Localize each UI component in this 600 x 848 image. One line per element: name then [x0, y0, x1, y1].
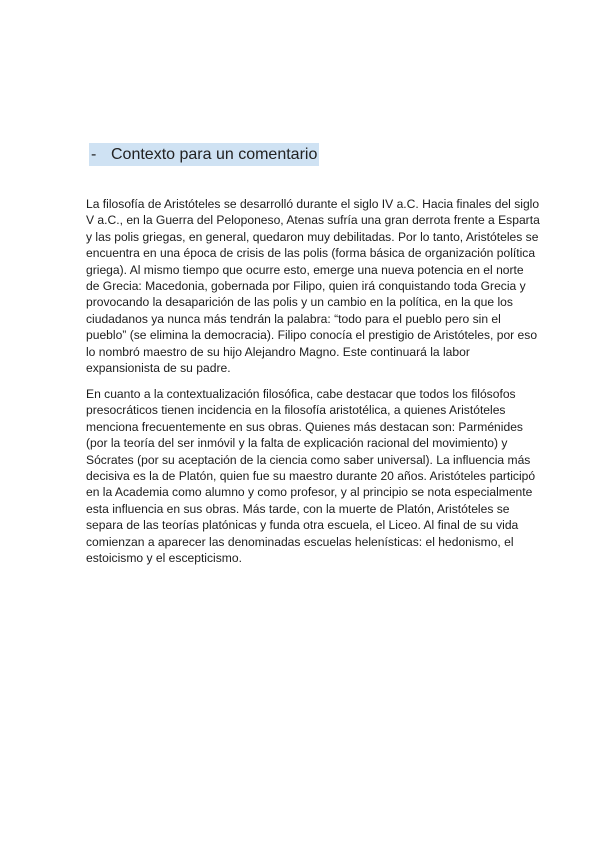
paragraph-line: esta influencia en sus obras. Más tarde, con la muerte de Platón, Aristóteles se: [86, 501, 510, 516]
paragraph-philosophical-context: [86, 386, 536, 566]
paragraph-line: ciudadanos ya nunca más tendrán la palabra: “todo para el pueblo pero sin el: [86, 311, 501, 326]
paragraph-line: menciona frecuentemente en sus obras. Quienes más destacan son: Parménides: [86, 419, 523, 434]
paragraph-line: decisiva es la de Platón, quien fue su maestro durante 20 años. Aristóteles participó: [86, 469, 536, 484]
paragraph-line: provocando la desaparición de las polis y un cambio en la política, en la que los: [86, 295, 513, 310]
paragraph-line: separa de las teorías platónicas y funda otra escuela, el Liceo. Al final de su vida: [86, 518, 519, 533]
paragraph-line: encuentra en una época de crisis de las polis (forma básica de organización política: [86, 246, 536, 261]
paragraph-line: de Grecia: Macedonia, gobernada por Filipo, quien irá conquistando toda Grecia y: [86, 279, 526, 294]
paragraph-line: en la Academia como alumno y como profesor, y al principio se nota especialmente: [86, 485, 533, 500]
paragraph-line: comienzan a aparecer las denominadas escuelas helenísticas: el hedonismo, el: [86, 534, 514, 549]
paragraph-line: pueblo” (se elimina la democracia). Filipo conocía el prestigio de Aristóteles, por eso: [86, 328, 538, 343]
heading-text: Contexto para un comentario: [111, 145, 318, 163]
paragraph-line: En cuanto a la contextualización filosófica, cabe destacar que todos los filósofos: [86, 387, 516, 401]
section-heading: [89, 143, 319, 166]
heading-bullet: -: [91, 145, 97, 163]
paragraph-line: expansionista de su padre.: [86, 361, 231, 376]
paragraph-line: lo nombró maestro de su hijo Alejandro Magno. Este continuará la labor: [86, 344, 470, 359]
paragraph-line: (por la teoría del ser inmóvil y la falta de explicación racional del movimiento) y: [86, 436, 508, 451]
paragraph-historical-context: [86, 196, 540, 376]
paragraph-line: griega). Al mismo tiempo que ocurre esto, emerge una nueva potencia en el norte: [86, 262, 524, 277]
paragraph-line: V a.C., en la Guerra del Peloponeso, Atenas sufría una gran derrota frente a Esparta: [86, 213, 540, 228]
paragraph-line: y las polis griegas, en general, quedaron muy debilitadas. Por lo tanto, Aristóteles se: [86, 229, 539, 244]
paragraph-line: presocráticos tienen incidencia en la filosofía aristotélica, a quienes Aristóteles: [86, 403, 506, 418]
paragraph-line: estoicismo y el escepticismo.: [86, 551, 242, 566]
paragraph-line: La filosofía de Aristóteles se desarrolló durante el siglo IV a.C. Hacia finales del siglo: [86, 197, 540, 211]
paragraph-line: Sócrates (por su aceptación de la ciencia como saber universal). La influencia más: [86, 452, 531, 467]
